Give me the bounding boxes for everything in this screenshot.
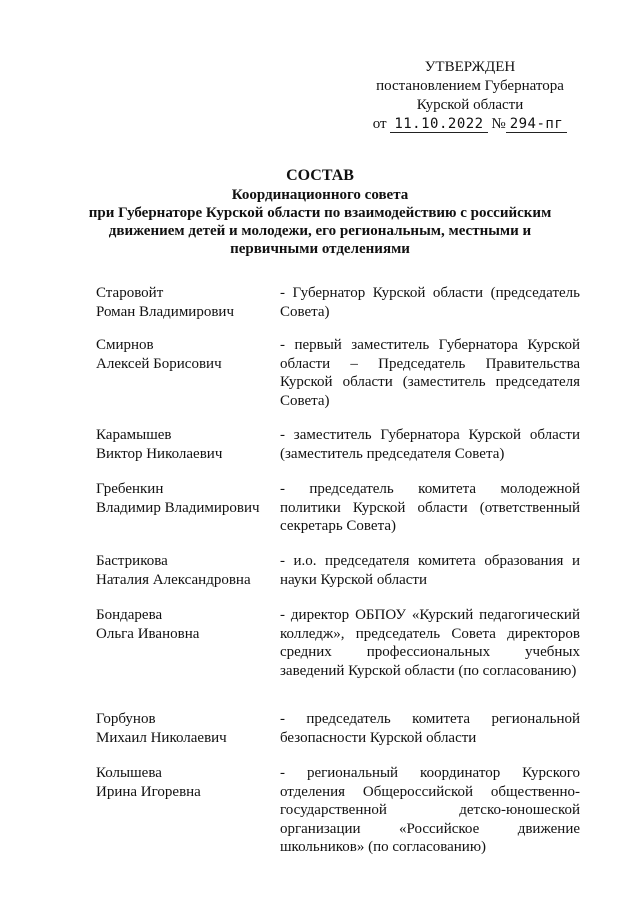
member-name [96, 552, 271, 589]
member-row [96, 426, 580, 480]
member-row [96, 710, 580, 764]
member-role: - директор ОБПОУ «Курский педагогический колледж», председатель Совета директоров средних профессиональных учебных заведений Курской области (по согласованию) [280, 607, 580, 679]
member-role: - председатель комитета молодежной политики Курской области (ответственный секретарь Совета) [280, 481, 580, 534]
member-name [96, 284, 271, 321]
member-given-names: Ирина Игоревна [96, 783, 201, 800]
member-row [96, 336, 580, 426]
title-line-1: Координационного совета [231, 187, 409, 203]
members-list [96, 284, 580, 854]
title-line-2: при Губернаторе Курской области по взаимодействию с российским [88, 205, 552, 221]
title-line-3: движением детей и молодежи, его региональным, местными и [108, 223, 532, 239]
member-row [96, 552, 580, 606]
member-row [96, 764, 580, 854]
member-given-names: Виктор Николаевич [96, 445, 223, 462]
approval-date: 11.10.2022 [390, 116, 487, 133]
member-role: - Губернатор Курской области (председатель Совета) [280, 285, 580, 320]
approval-line-2: Курской области [416, 97, 524, 113]
member-name [96, 336, 271, 373]
member-name [96, 764, 271, 801]
member-role: - и.о. председателя комитета образования и науки Курской области [280, 553, 580, 588]
date-prefix: от [372, 116, 387, 132]
member-surname: Бондарева [96, 607, 163, 623]
member-surname: Бастрикова [96, 553, 168, 569]
member-given-names: Ольга Ивановна [96, 625, 200, 642]
approval-date-line [360, 115, 580, 134]
member-name [96, 426, 271, 463]
member-given-names: Михаил Николаевич [96, 729, 227, 746]
approval-stamp [360, 58, 580, 134]
member-role: - первый заместитель Губернатора Курской области – Председатель Правительства Курской области (заместитель председателя Совета) [280, 337, 580, 409]
document-title [80, 167, 560, 258]
member-given-names: Алексей Борисович [96, 355, 222, 372]
member-given-names: Владимир Владимирович [96, 499, 260, 516]
member-name [96, 710, 271, 747]
member-surname: Старовойт [96, 285, 164, 301]
member-role: - региональный координатор Курского отделения Общероссийской общественно-государственной детско-юношеской организации «Российское движение школьников» (по согласованию) [280, 765, 580, 855]
approval-line-1: постановлением Губернатора [376, 78, 564, 94]
member-surname: Горбунов [96, 711, 156, 727]
member-surname: Смирнов [96, 337, 154, 353]
member-role: - председатель комитета региональной безопасности Курской области [280, 711, 580, 746]
number-prefix: № [491, 116, 506, 132]
member-role: - заместитель Губернатора Курской области (заместитель председателя Совета) [280, 427, 580, 462]
member-surname: Карамышев [96, 427, 172, 443]
approval-heading: УТВЕРЖДЕН [424, 59, 516, 75]
member-given-names: Наталия Александровна [96, 571, 251, 588]
title-main: СОСТАВ [286, 167, 354, 184]
member-name [96, 606, 271, 643]
member-surname: Колышева [96, 765, 162, 781]
title-line-4: первичными отделениями [230, 241, 410, 257]
member-surname: Гребенкин [96, 481, 164, 497]
member-name [96, 480, 271, 517]
member-row [96, 284, 580, 336]
member-given-names: Роман Владимирович [96, 303, 234, 320]
member-row [96, 606, 580, 710]
approval-number: 294-пг [506, 116, 568, 133]
member-row [96, 480, 580, 552]
